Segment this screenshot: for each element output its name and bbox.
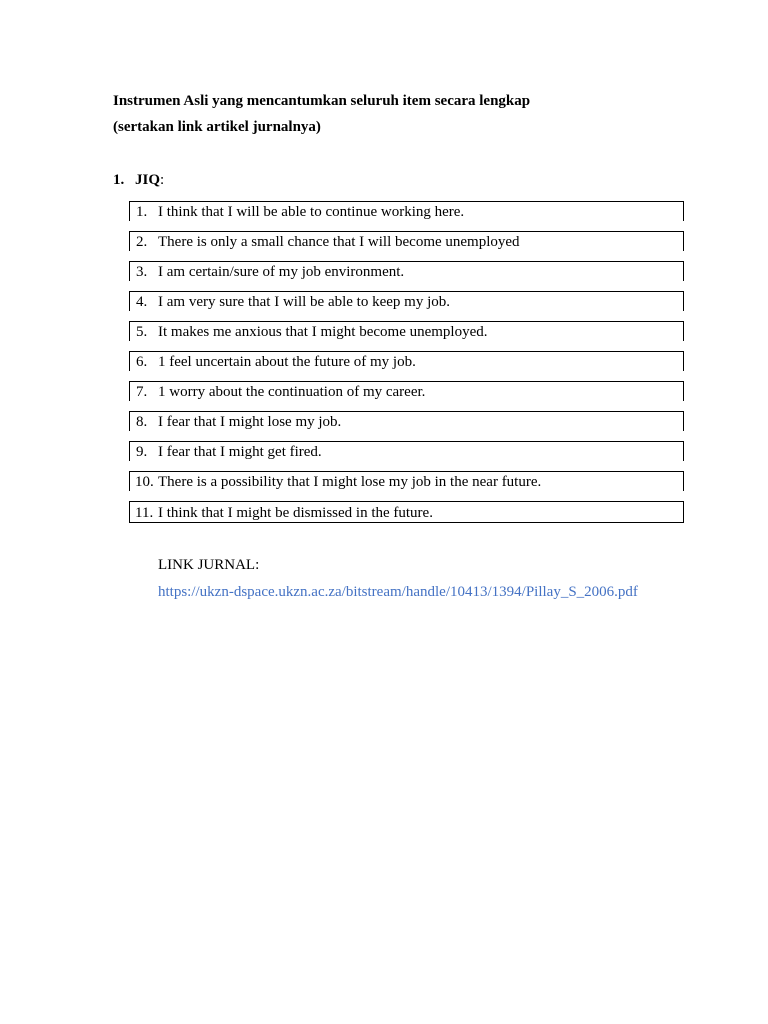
item-text: I think that I will be able to continue working here.	[158, 204, 465, 220]
list-item	[129, 411, 684, 431]
item-text: There is a possibility that I might lose my job in the near future.	[158, 474, 542, 490]
item-number: 7.	[136, 384, 148, 400]
list-item	[129, 501, 684, 523]
list-item	[129, 471, 684, 491]
item-number: 8.	[136, 414, 148, 430]
link-label: LINK JURNAL:	[158, 557, 260, 573]
list-item	[129, 261, 684, 281]
list-item	[129, 351, 684, 371]
item-text: It makes me anxious that I might become unemployed.	[158, 324, 488, 340]
item-text: 1 worry about the continuation of my career.	[158, 384, 426, 400]
item-number: 3.	[136, 264, 148, 280]
item-number: 5.	[136, 324, 148, 340]
item-number: 4.	[136, 294, 148, 310]
section-colon: :	[160, 172, 165, 188]
item-number: 10.	[135, 474, 154, 490]
list-item	[129, 441, 684, 461]
journal-link[interactable]: https://ukzn-dspace.ukzn.ac.za/bitstream/handle/10413/1394/Pillay_S_2006.pdf	[158, 584, 638, 600]
item-text: 1 feel uncertain about the future of my job.	[158, 354, 416, 370]
heading-title: Instrumen Asli yang mencantumkan seluruh item secara lengkap	[113, 93, 531, 109]
item-number: 1.	[136, 204, 148, 220]
section-name: JIQ	[135, 172, 161, 188]
item-text: There is only a small chance that I will become unemployed	[158, 234, 520, 250]
list-item	[129, 321, 684, 341]
item-number: 2.	[136, 234, 148, 250]
item-text: I think that I might be dismissed in the future.	[158, 505, 433, 521]
list-item	[129, 381, 684, 401]
item-number: 9.	[136, 444, 148, 460]
section-number: 1.	[113, 172, 125, 188]
item-number: 6.	[136, 354, 148, 370]
list-item	[129, 291, 684, 311]
item-text: I am very sure that I will be able to keep my job.	[158, 294, 450, 310]
item-text: I fear that I might get fired.	[158, 444, 322, 460]
list-item	[129, 201, 684, 221]
item-text: I fear that I might lose my job.	[158, 414, 342, 430]
item-text: I am certain/sure of my job environment.	[158, 264, 405, 280]
item-number: 11.	[135, 505, 154, 521]
heading-subtitle: (sertakan link artikel jurnalnya)	[113, 119, 321, 135]
section-title	[113, 172, 164, 189]
list-item	[129, 231, 684, 251]
